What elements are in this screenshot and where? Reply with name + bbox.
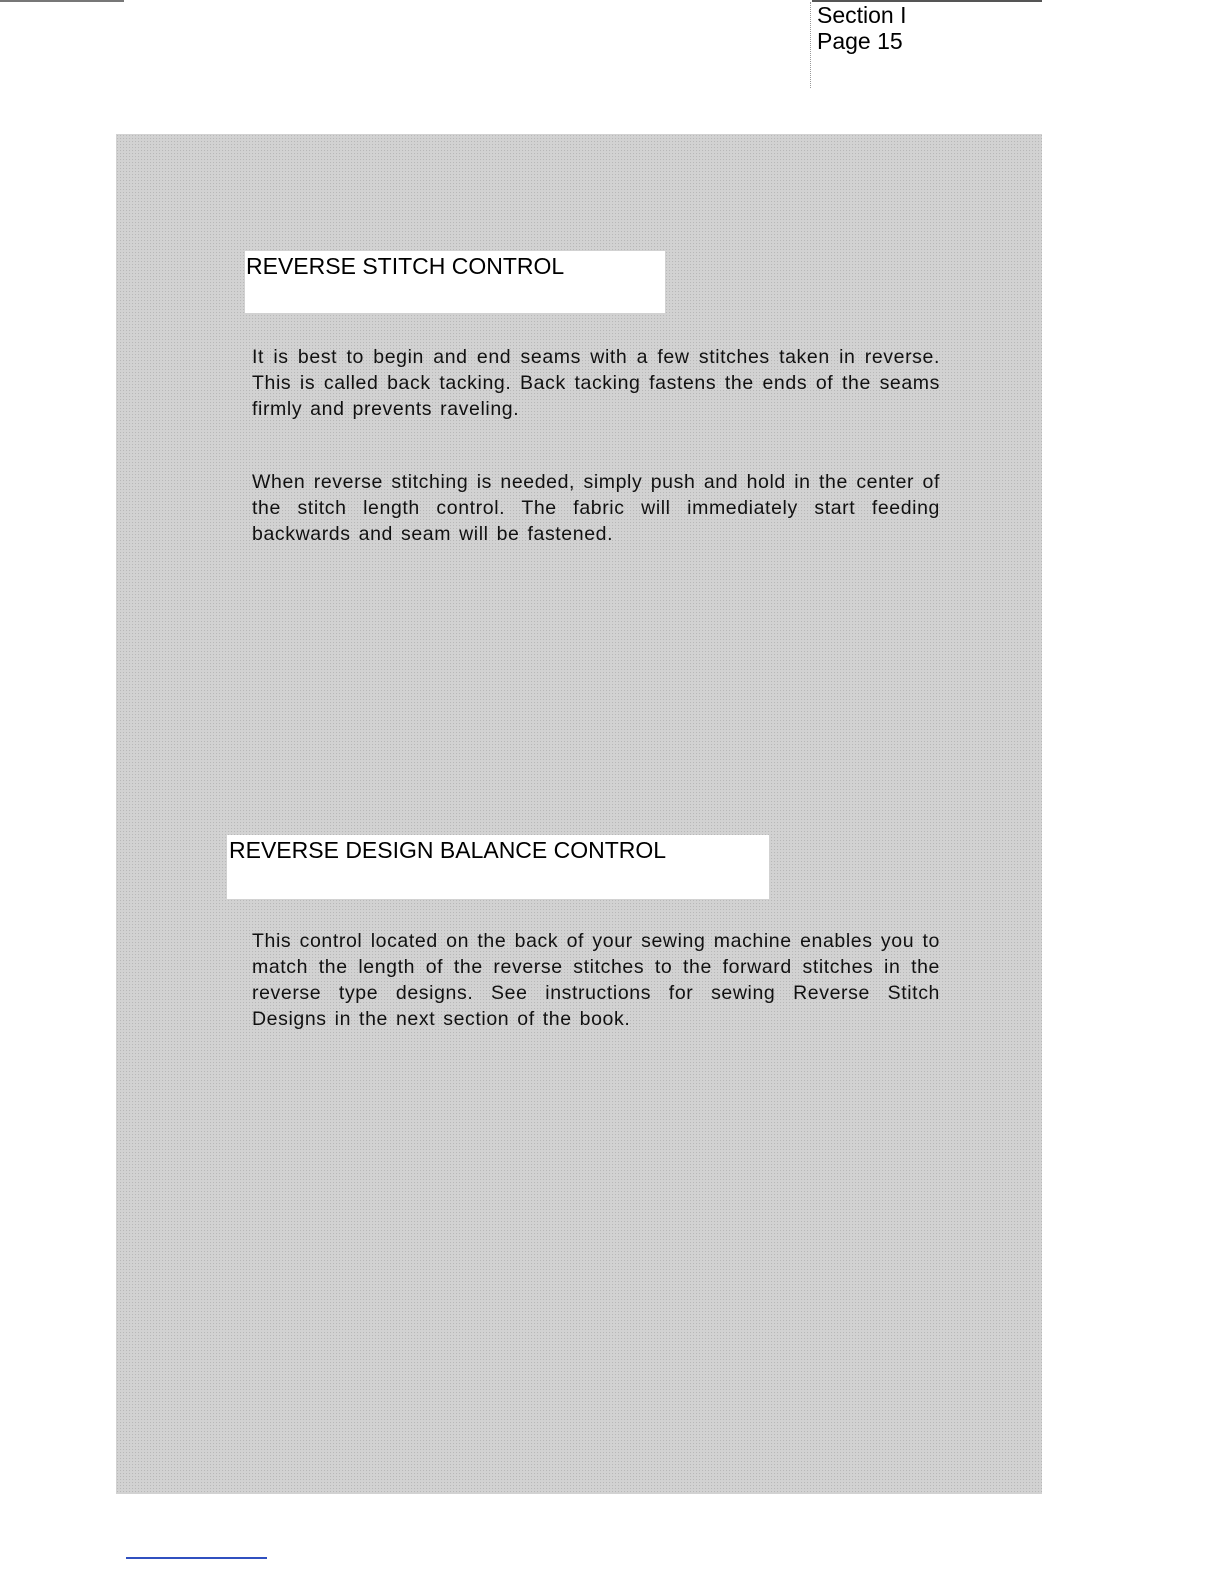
content-panel (116, 134, 1042, 1494)
bottom-rule (126, 1557, 267, 1559)
top-left-rule (0, 0, 124, 2)
page-number: Page 15 (817, 28, 903, 54)
section-label: Section I (817, 2, 907, 28)
page-header (810, 2, 1042, 88)
paragraph-back-tacking: It is best to begin and end seams with a few stitches taken in reverse. This is called back tacking. Back tacking fastens the ends of the seams firmly and prevents raveling. (252, 346, 940, 420)
paragraph-design-balance: This control located on the back of your sewing machine enables you to match the length of the reverse stitches to the forward stitches in the reverse type designs. See instructions for sewing Reverse Stitch Designs in the next section of the book. (252, 930, 940, 1030)
heading-reverse-stitch-control: REVERSE STITCH CONTROL (245, 251, 665, 313)
heading-reverse-design-balance-control: REVERSE DESIGN BALANCE CONTROL (227, 835, 769, 899)
paragraph-reverse-stitching: When reverse stitching is needed, simply push and hold in the center of the stitch length control. The fabric will immediately start feeding backwards and seam will be fastened. (252, 471, 940, 545)
